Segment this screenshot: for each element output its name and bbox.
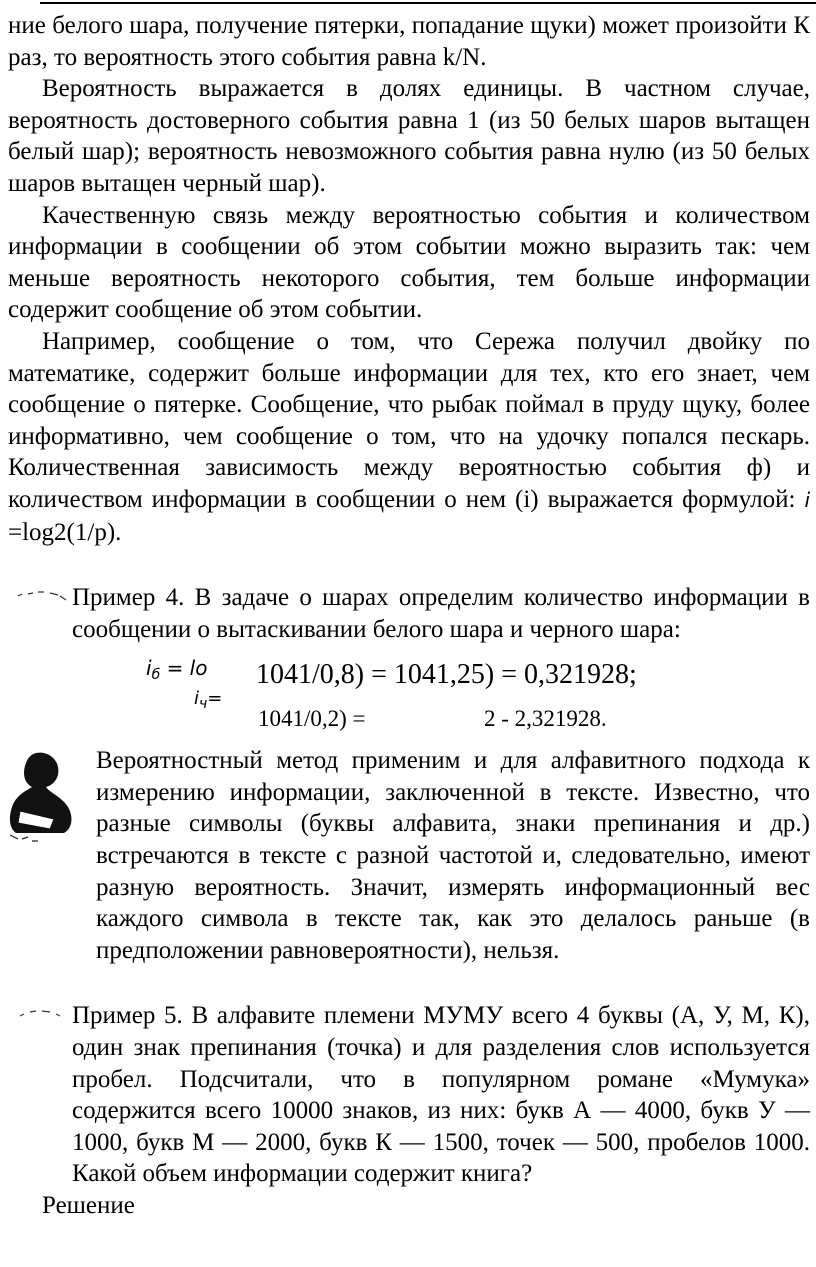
paragraph-continuation: ние белого шара, получение пятерки, попадание щуки) может произойти К раз, то вероятность этого события равна k/N. <box>8 12 810 71</box>
document-page <box>8 10 810 1222</box>
formula-1-expression: 1041/0,8) = 1041,25) = 0,321928; <box>256 659 637 691</box>
paragraph-alphabet-approach: Вероятностный метод применим и для алфавитного подхода к измерению информации, заключенной в тексте. Известно, что разные символы (буквы алфавита, знаки препинания и др.) встречаются в тексте с разной частотой и, следовательно, имеют разную вероятность. Значит, измерять информационный вес каждого символа в тексте так, как это делалось раньше (в предположении равновероятности), нельзя. <box>96 747 810 964</box>
formula-1-label: $i_б$ = lo <box>146 656 208 684</box>
example-5 <box>8 1000 810 1190</box>
paragraph-example-body: Например, сообщение о том, что Сережа получил двойку по математике, содержит больше информации для тех, кто его знает, чем сообщение о пятерке. Сообщение, что рыбак поймал в пруду щуку, более информативно, чем сообщение о том, что на удочку попался пескарь. Количественная зависимость между вероятностью события ф) и количеством информации в сообщении о нем (i) выражается формулой: <box>8 327 810 513</box>
formula-block <box>8 653 810 745</box>
paragraph-example-text <box>8 326 810 548</box>
top-rule <box>40 2 816 4</box>
person-reading-icon <box>6 749 82 845</box>
formula-variable: i <box>804 487 810 512</box>
example-4 <box>8 582 810 645</box>
formula-2-label: $i_ч=$ <box>194 688 223 713</box>
paragraph-probability-units: Вероятность выражается в долях единицы. В частном случае, вероятность достоверного события равна 1 (из 50 белых шаров вытащен белый шар); вероятность невозможного события равна нулю (из 50 белых шаров вытащен черный шар). <box>8 75 810 197</box>
formula-2-result: 2 - 2,321928. <box>484 706 607 732</box>
paragraph-qualitative-link: Качественную связь между вероятностью события и количеством информации в сообщении об этом событии можно выразить так: чем меньше вероятность некоторого события, тем больше информации содержит сообщение об этом событии. <box>8 201 810 324</box>
illustrated-paragraph <box>8 745 810 966</box>
example-4-text: Пример 4. В задаче о шарах определим количество информации в сообщении о вытаскивании белого шара и черного шара: <box>72 584 810 643</box>
scan-noise-icon <box>8 582 72 612</box>
formula-rhs: =log2(1/p). <box>8 518 122 546</box>
example-5-text: Пример 5. В алфавите племени МУМУ всего 4 буквы (А, У, М, К), один знак препинания (точка) и для разделения слов используется пробел. Подсчитали, что в популярном романе «Мумука» содержится всего 10000 знаков, из них: букв А — 4000, букв У — 1000, букв М — 2000, букв К — 1500, точек — 500, пробелов 1000. Какой объем информации содержит книга? <box>72 1002 810 1188</box>
formula-2-expression: 1041/0,2) = <box>258 706 366 732</box>
solution-heading: Решение <box>42 1192 135 1219</box>
scan-noise-icon <box>8 1000 72 1030</box>
